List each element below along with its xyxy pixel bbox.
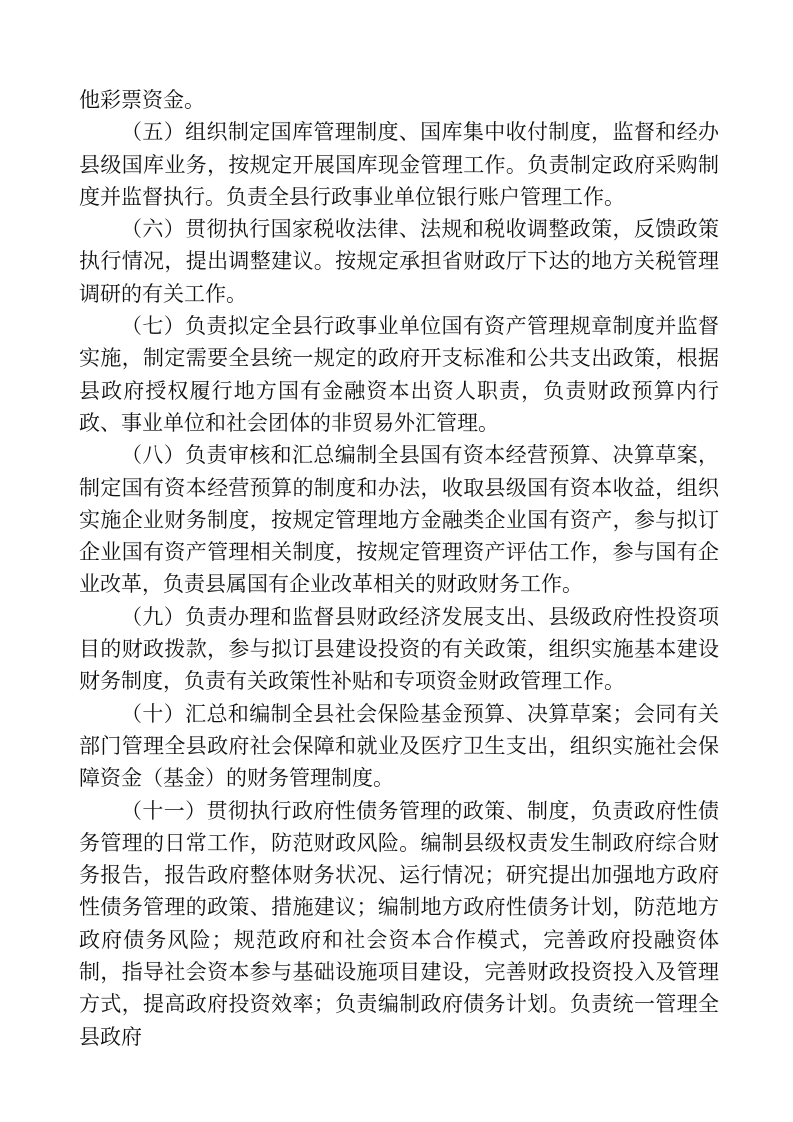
paragraph-item-5: （五）组织制定国库管理制度、国库集中收付制度，监督和经办县级国库业务，按规定开展国库现金管理工作。负责制定政府采购制度并监督执行。负责全县行政事业单位银行账户管理工作。 [79,120,719,209]
paragraph-item-10: （十）汇总和编制全县社会保险基金预算、决算草案；会同有关部门管理全县政府社会保障和就业及医疗卫生支出，组织实施社会保障资金（基金）的财务管理制度。 [79,701,719,791]
paragraph-item-6: （六）贯彻执行国家税收法律、法规和税收调整政策，反馈政策执行情况，提出调整建议。按规定承担省财政厅下达的地方关税管理调研的有关工作。 [79,217,719,306]
paragraph-continuation: 他彩票资金。 [79,88,205,112]
paragraph-item-9: （九）负责办理和监督县财政经济发展支出、县级政府性投资项目的财政拨款，参与拟订县建设投资的有关政策，组织实施基本建设财务制度，负责有关政策性补贴和专项资金财政管理工作。 [79,604,719,694]
document-body [79,84,719,1053]
paragraph-item-8: （八）负责审核和汇总编制全县国有资本经营预算、决算草案，制定国有资本经营预算的制度和办法，收取县级国有资本收益，组织实施企业财务制度，按规定管理地方金融类企业国有资产，参与拟订企业国有资产管理相关制度，按规定管理资产评估工作，参与国有企业改革，负责县属国有企业改革相关的财政财务工作。 [79,443,719,597]
paragraph-item-11: （十一）贯彻执行政府性债务管理的政策、制度，负责政府性债务管理的日常工作，防范财政风险。编制县级权责发生制政府综合财务报告，报告政府整体财务状况、运行情况；研究提出加强地方政府性债务管理的政策、措施建议；编制地方政府性债务计划，防范地方政府债务风险；规范政府和社会资本合作模式，完善政府投融资体制，指导社会资本参与基础设施项目建设，完善财政投资投入及管理方式，提高政府投资效率；负责编制政府债务计划。负责统一管理全县政府 [79,798,719,1049]
paragraph-item-7: （七）负责拟定全县行政事业单位国有资产管理规章制度并监督实施，制定需要全县统一规定的政府开支标准和公共支出政策，根据县政府授权履行地方国有金融资本出资人职责，负责财政预算内行政、事业单位和社会团体的非贸易外汇管理。 [79,314,719,435]
